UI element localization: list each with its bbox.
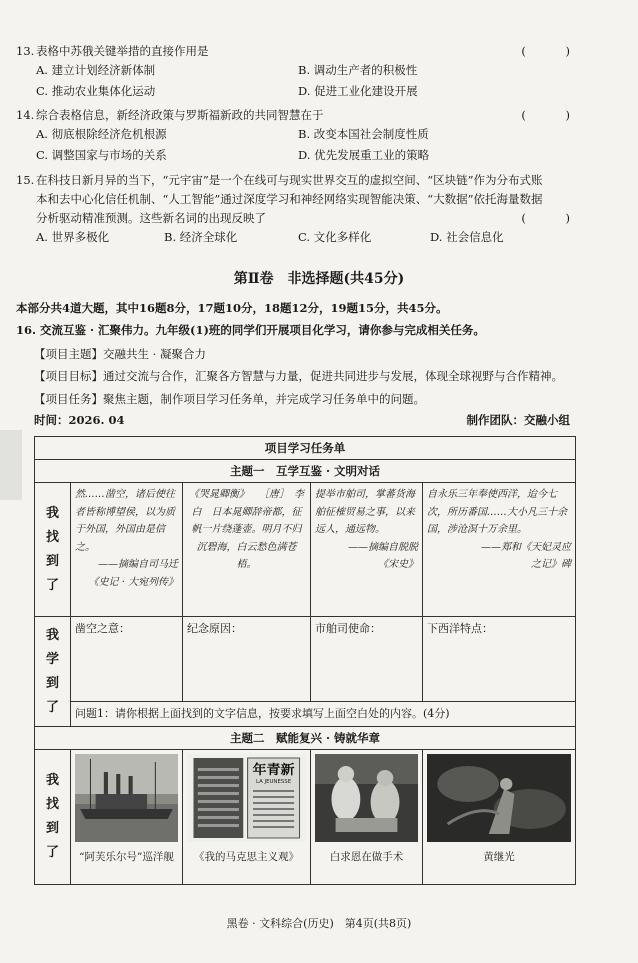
problem-1: 问题1：请你根据上面找到的文字信息，按要求填写上面空白处的内容。(4分) xyxy=(71,702,576,727)
option-b: B. 调动生产者的积极性 xyxy=(298,63,418,77)
scan-shadow xyxy=(0,430,22,500)
option-c: C. 文化多样化 xyxy=(298,230,372,244)
found-label: 我找到了 xyxy=(35,483,71,617)
quote-source: 《史记 · 大宛列传》 xyxy=(88,576,178,588)
question-15 xyxy=(16,171,628,249)
image-cell xyxy=(311,750,423,885)
option-b: B. 经济全球化 xyxy=(164,230,238,244)
learned-label: 我学到了 xyxy=(35,617,71,727)
answer-paren: ( ) xyxy=(521,211,588,225)
task-sheet-title: 项目学习任务单 xyxy=(35,437,576,460)
answer-paren: ( ) xyxy=(521,44,588,58)
section-title: 第Ⅱ卷 非选择题(共45分) xyxy=(233,271,405,287)
blank-label: 凿空之意： xyxy=(75,622,130,635)
magazine-title: 年青新 xyxy=(252,762,295,778)
option-d: D. 社会信息化 xyxy=(430,230,504,244)
quote-source: 《宋史》 xyxy=(378,559,418,570)
option-d: D. 促进工业化建设开展 xyxy=(298,84,418,98)
found-label: 我找到了 xyxy=(35,750,71,885)
quote-source: 之记》碑 xyxy=(531,559,572,570)
quote-cell xyxy=(311,483,423,617)
project-task: 【项目任务】聚焦主题，制作项目学习任务单，并完成学习任务单中的问题。 xyxy=(34,392,425,406)
quote-source: ——郑和《天妃灵应 xyxy=(481,541,572,553)
quote-text: 自永乐三年奉使西洋，迨今七次，所历番国……大小凡三十余国，涉沧溟十万余里。 xyxy=(427,489,567,535)
image-cell xyxy=(71,750,183,885)
poem-text: 《哭晁卿衡》 ［唐］ 李白 日本晁卿辞帝都，征帆一片绕蓬壶。明月不归沉碧海，白云愁色满苍梧。 xyxy=(189,489,304,570)
quote-source: ——摘编自脱脱 xyxy=(348,541,418,553)
image-caption: 黄继光 xyxy=(483,851,515,863)
image-cell xyxy=(423,750,576,885)
question-13 xyxy=(16,42,628,103)
quote-text: 提举市舶司，掌蕃货海舶征榷贸易之事，以来远人，通远物。 xyxy=(315,489,415,535)
image-caption: 《我的马克思主义观》 xyxy=(194,851,299,863)
page-footer: 黑卷 · 文科综合(历史) 第4页(共8页) xyxy=(226,917,412,930)
answer-paren: ( ) xyxy=(521,108,588,122)
option-b: B. 改变本国社会制度性质 xyxy=(298,127,429,141)
question-number: 15. xyxy=(16,173,35,187)
image-cell xyxy=(183,750,311,885)
project-goal: 【项目目标】通过交流与合作，汇聚各方智慧与力量，促进共同进步与发展，体现全球视野与合作精神。 xyxy=(34,369,563,383)
option-a: A. 世界多极化 xyxy=(36,230,110,244)
answer-blank[interactable] xyxy=(183,617,311,702)
question-stem: 表格中苏俄关键举措的直接作用是 xyxy=(36,44,209,58)
question-stem-line: 本和去中心化信任机制、“人工智能”通过深度学习和神经网络实现智能决策、“大数据”依托海量数据 xyxy=(36,192,543,206)
option-a: A. 彻底根除经济危机根源 xyxy=(36,127,167,141)
blank-label: 市舶司使命： xyxy=(315,622,381,635)
question-stem-line: 在科技日新月异的当下，“元宇宙”是一个在线可与现实世界交互的虚拟空间、“区块链”作为分布式账 xyxy=(36,173,543,187)
poem-cell xyxy=(183,483,311,617)
task-sheet-table xyxy=(34,436,576,885)
answer-blank[interactable] xyxy=(423,617,576,702)
magazine-cover xyxy=(187,754,306,842)
question-number: 13. xyxy=(16,44,35,58)
option-c: C. 调整国家与市场的关系 xyxy=(36,148,167,162)
blank-label: 纪念原因： xyxy=(187,622,242,635)
answer-blank[interactable] xyxy=(311,617,423,702)
surgery-photo xyxy=(315,754,418,842)
section-note: 本部分共4道大题，其中16题8分，17题10分，18题12分，19题15分，共45分。 xyxy=(16,301,448,315)
option-a: A. 建立计划经济新体制 xyxy=(36,63,156,77)
project-theme: 【项目主题】交融共生 · 凝聚合力 xyxy=(34,347,206,361)
question-16-stem: 16. 交流互鉴 · 汇聚伟力。九年级(1)班的同学们开展项目化学习，请你参与完成相关任务。 xyxy=(16,323,485,337)
blank-label: 下西洋特点： xyxy=(427,622,493,635)
quote-text: 然……凿空，诸后使往者皆称博望侯，以为质于外国，外国由是信之。 xyxy=(75,489,175,553)
question-number: 14. xyxy=(16,108,35,122)
image-caption: 白求恩在做手术 xyxy=(329,851,404,863)
question-stem: 综合表格信息，新经济政策与罗斯福新政的共同智慧在于 xyxy=(36,108,324,122)
huang-jiguang-painting xyxy=(427,754,571,842)
quote-source: ——摘编自司马迁 xyxy=(98,559,178,570)
theme-two-heading: 主题二 赋能复兴 · 铸就华章 xyxy=(35,727,576,750)
quote-cell xyxy=(423,483,576,617)
cruiser-photo xyxy=(75,754,178,842)
answer-blank[interactable] xyxy=(71,617,183,702)
image-caption: “阿芙乐尔号”巡洋舰 xyxy=(79,851,174,863)
project-time: 时间：2026. 04 xyxy=(34,413,125,427)
quote-cell xyxy=(71,483,183,617)
question-stem-line: 分析驱动精准预测。这些新名词的出现反映了 xyxy=(36,211,266,225)
option-c: C. 推动农业集体化运动 xyxy=(36,84,156,98)
option-d: D. 优先发展重工业的策略 xyxy=(298,148,430,162)
project-team: 制作团队：交融小组 xyxy=(466,413,570,427)
theme-one-heading: 主题一 互学互鉴 · 文明对话 xyxy=(35,460,576,483)
question-14 xyxy=(16,106,628,167)
magazine-subtitle: LA JEUNESSE xyxy=(255,779,292,785)
